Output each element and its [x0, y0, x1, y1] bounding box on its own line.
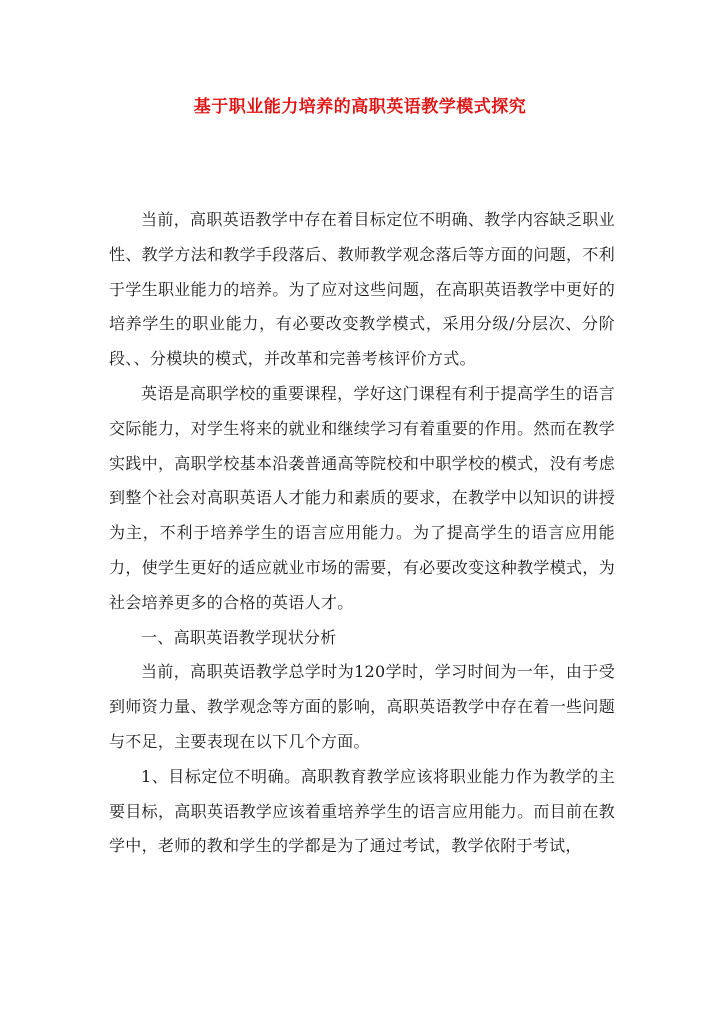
document-title: 基于职业能力培养的高职英语教学模式探究 [193, 97, 527, 117]
paragraph: 当前，高职英语教学中存在着目标定位不明确、教学内容缺乏职业性、教学方法和教学手段落后、教师教学观念落后等方面的问题，不利于学生职业能力的培养。为了应对这些问题，在高职英语教学中更好的培养学生的职业能力，有必要改变教学模式，采用分级/分层次、分阶段、、分模块的模式，并改革和完善考核评价方式。 [109, 210, 615, 369]
paragraph: 当前，高职英语教学总学时为120学时，学习时间为一年，由于受到师资力量、教学观念等方面的影响，高职英语教学中存在着一些问题与不足，主要表现在以下几个方面。 [109, 662, 615, 751]
paragraph: 1、目标定位不明确。高职教育教学应该将职业能力作为教学的主要目标，高职英语教学应该着重培养学生的语言应用能力。而目前在教学中，老师的教和学生的学都是为了通过考试，教学依附于考试， [109, 766, 615, 856]
section-heading: 一、高职英语教学现状分析 [141, 627, 337, 647]
paragraph: 英语是高职学校的重要课程，学好这门课程有利于提高学生的语言交际能力，对学生将来的就业和继续学习有着重要的作用。然而在教学实践中，高职学校基本沿袭普通高等院校和中职学校的模式，没有考虑到整个社会对高职英语人才能力和素质的要求，在教学中以知识的讲授为主，不利于培养学生的语言应用能力。为了提高学生的语言应用能力，使学生更好的适应就业市场的需要，有必要改变这种教学模式，为社会培养更多的合格的英语人才。 [109, 383, 615, 612]
document-body [109, 203, 615, 864]
